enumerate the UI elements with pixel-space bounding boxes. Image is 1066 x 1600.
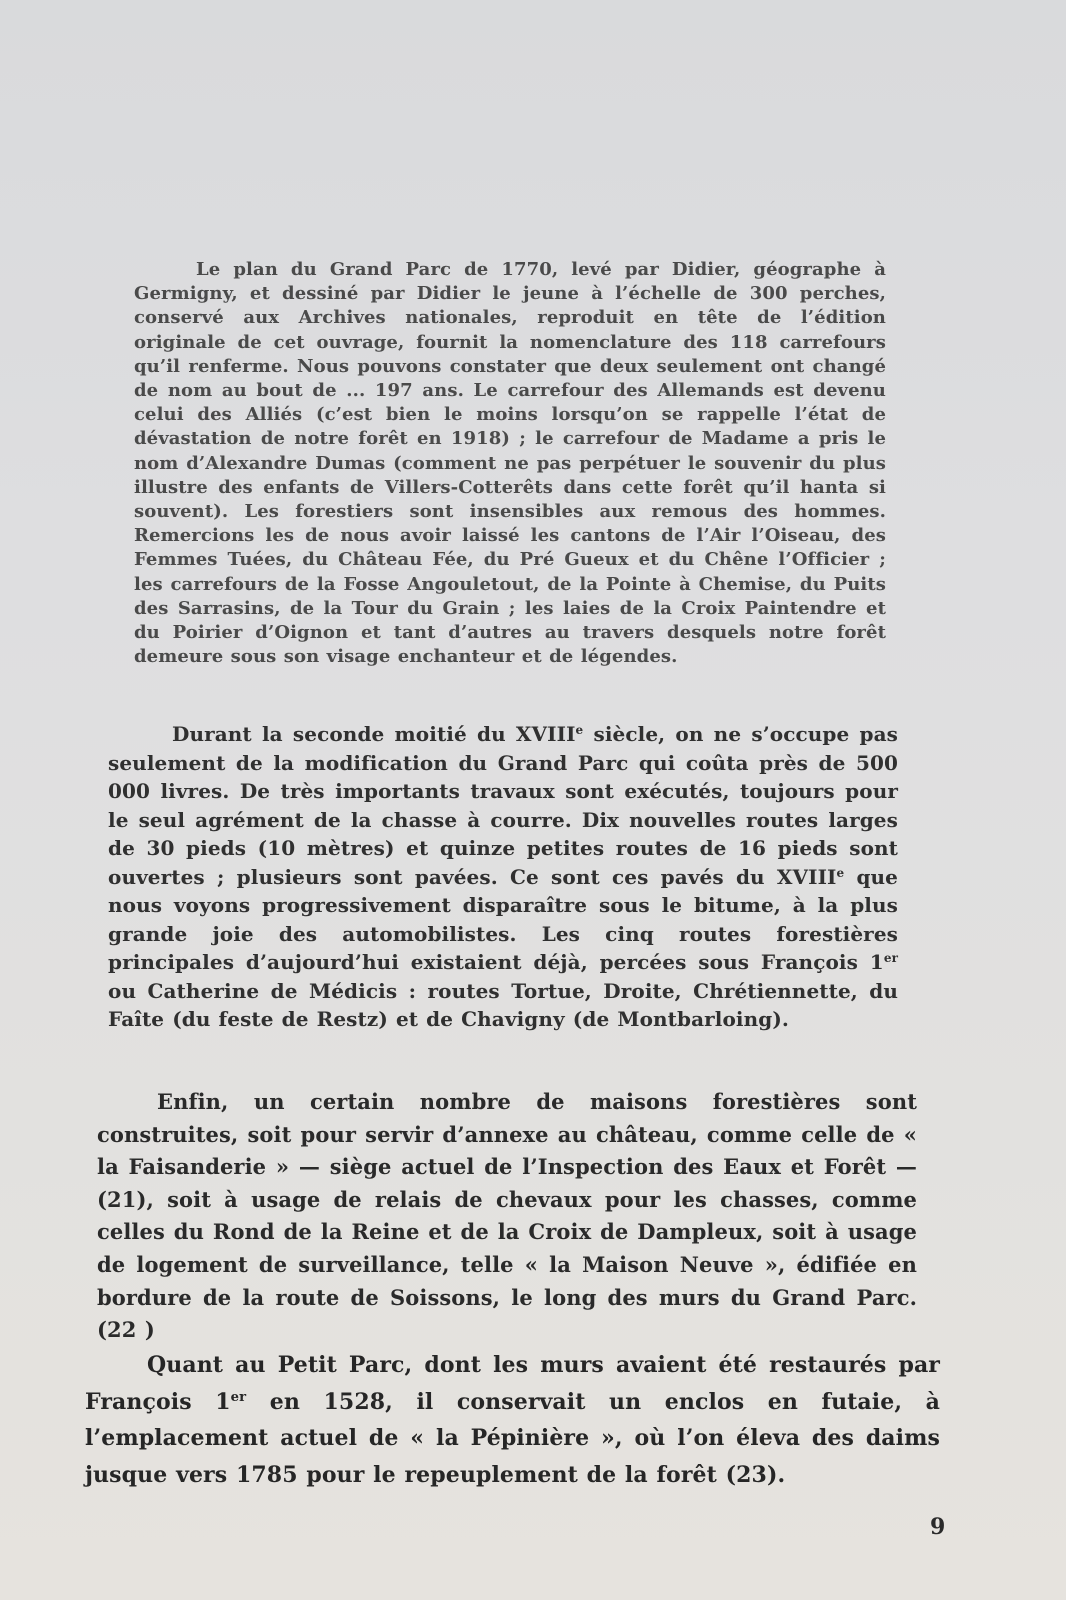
superscript: er: [230, 1389, 247, 1405]
paragraph-text-part: ou Catherine de Médicis : routes Tortue, Droite, Chrétiennette, du Faîte (du feste de Restz) et de Chavigny (de Montbarloing).: [108, 978, 898, 1031]
paragraph-forest-houses: [97, 1086, 917, 1347]
paragraph-grand-parc-plan: [134, 258, 886, 669]
paragraph-text-part: que nous voyons progressivement disparaître sous le bitume, à la plus grande joie des automobilistes. Les cinq routes forestières principales d’aujourd’hui existaient déjà, percées sous François 1: [108, 864, 898, 974]
paragraph-text: Le plan du Grand Parc de 1770, levé par Didier, géographe à Germigny, et dessiné par Didier le jeune à l’échelle de 300 perches, conservé aux Archives nationales, reproduit en tête de l’édition originale de cet ouvrage, fournit la nomenclature des 118 carrefours qu’il renferme. Nous pouvons constater que deux seulement ont changé de nom au bout de ... 197 ans. Le carrefour des Allemands est devenu celui des Alliés (c’est bien le moins lorsqu’on se rappelle l’état de dévastation de notre forêt en 1918) ; le carrefour de Madame a pris le nom d’Alexandre Dumas (comment ne pas perpétuer le souvenir du plus illustre des enfants de Villers-Cotterêts dans cette forêt qu’il hanta si souvent). Les forestiers sont insensibles aux remous des hommes. Remercions les de nous avoir laissé les cantons de l’Air l’Oiseau, des Femmes Tuées, du Château Fée, du Pré Gueux et du Chêne l’Officier ; les carrefours de la Fosse Angouletout, de la Pointe à Chemise, du Puits des Sarrasins, de la Tour du Grain ; les laies de la Croix Paintendre et du Poirier d’Oignon et tant d’autres au travers desquels notre forêt demeure sous son visage enchanteur et de légendes.: [134, 259, 886, 668]
paragraph-xviii-century-works: [108, 720, 898, 1034]
paragraph-text: Enfin, un certain nombre de maisons forestières sont construites, soit pour servir d’annexe au château, comme celle de « la Faisanderie » — siège actuel de l’Inspection des Eaux et Forêt — (21), soit à usage de relais de chevaux pour les chasses, comme celles du Rond de la Reine et de la Croix de Dampleux, soit à usage de logement de surveillance, telle « la Maison Neuve », édifiée en bordure de la route de Soissons, le long des murs du Grand Parc. (22 ): [97, 1089, 917, 1343]
paragraph-text-part: Quant au Petit Parc, dont les murs avaient été restaurés par François 1: [85, 1352, 940, 1415]
paragraph-text-part: Durant la seconde moitié du XVIII: [172, 722, 576, 746]
superscript: e: [836, 865, 845, 880]
paragraph-text-part: en 1528, il conservait un enclos en futaie, à l’emplacement actuel de « la Pépinière », où l’on éleva des daims jusque vers 1785 pour le repeuplement de la forêt (23).: [85, 1388, 941, 1488]
paragraph-petit-parc: [85, 1347, 940, 1493]
paragraph-text-part: siècle, on ne s’occupe pas seulement de la modification du Grand Parc qui coûta près de 500 000 livres. De très importants travaux sont exécutés, toujours pour le seul agrément de la chasse à courre. Dix nouvelles routes larges de 30 pieds (10 mètres) et quinze petites routes de 16 pieds sont ouvertes ; plusieurs sont pavées. Ce sont ces pavés du XVIII: [108, 722, 899, 889]
page-number: 9: [930, 1514, 946, 1540]
superscript: er: [883, 950, 898, 965]
superscript: e: [575, 722, 584, 737]
